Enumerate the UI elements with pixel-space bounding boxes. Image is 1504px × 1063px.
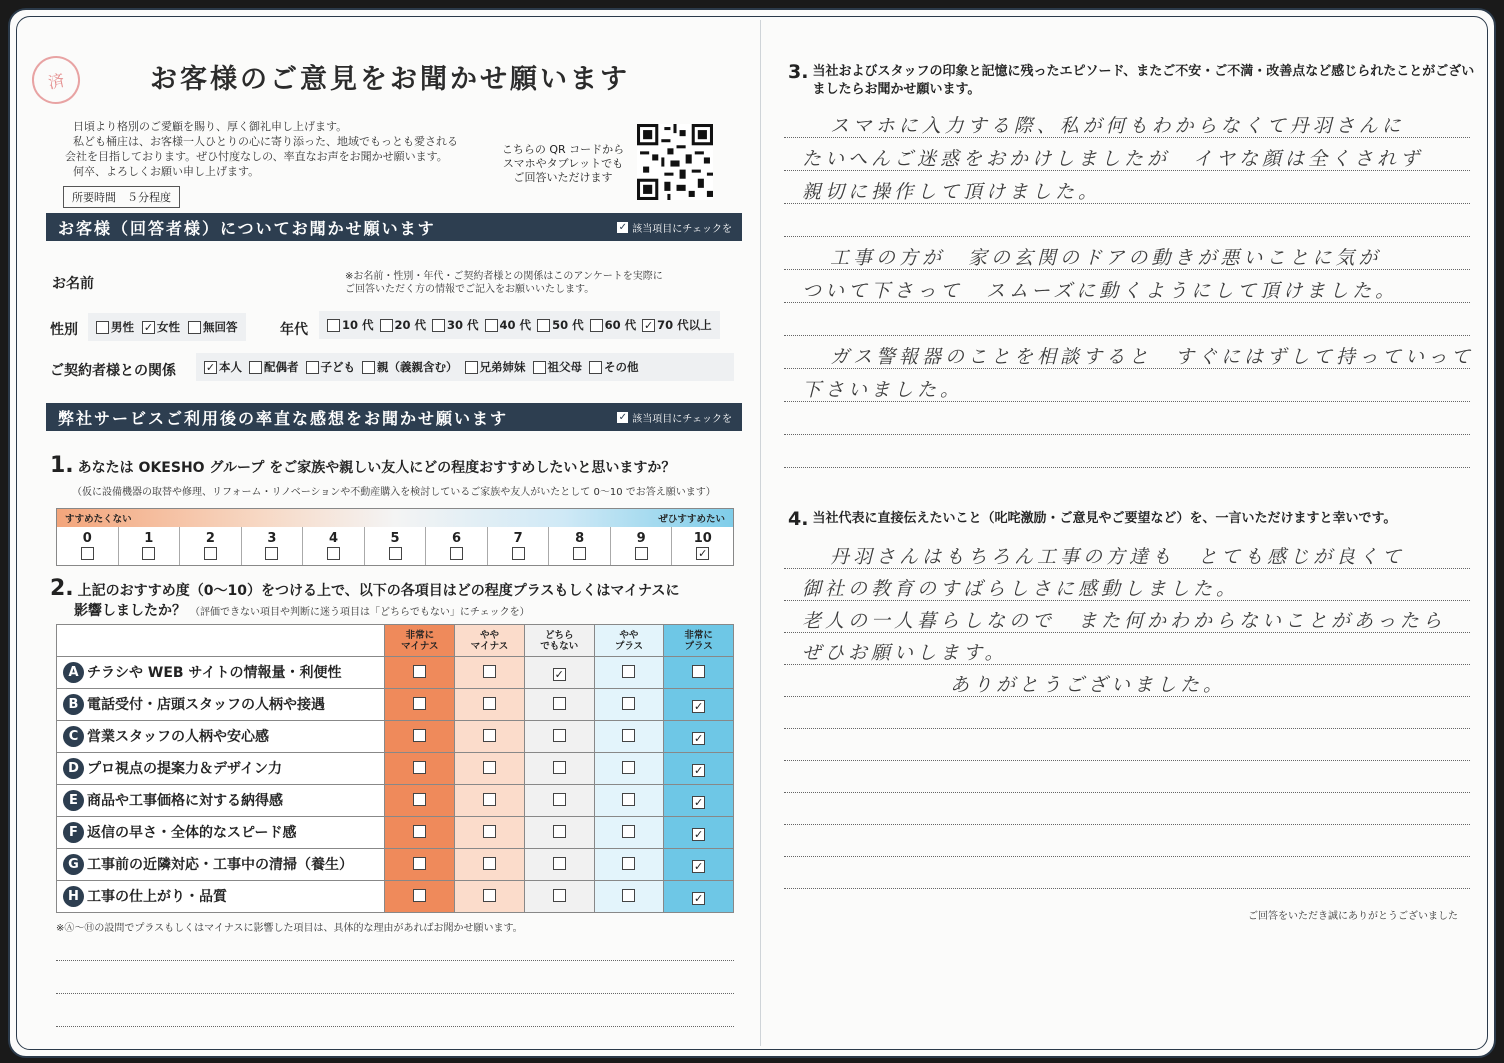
matrix-cell[interactable] [385, 817, 455, 849]
checkbox[interactable]: ✓ [694, 860, 704, 873]
column-label: やや プラス [614, 629, 644, 652]
intro-line: 日頃より格別のご愛顧を賜り、厚く御礼申し上げます。 [73, 120, 348, 133]
scale-option[interactable] [179, 527, 241, 565]
matrix-cell[interactable] [385, 753, 455, 785]
qr-code-icon[interactable] [637, 124, 713, 200]
matrix-cell[interactable] [385, 721, 455, 753]
option-label: 30 代 [447, 318, 479, 332]
checkbox[interactable] [483, 697, 496, 710]
checkbox[interactable] [553, 889, 566, 902]
name-note: ※お名前・性別・年代・ご契約者様との関係はこのアンケートを実際に ご回答いただく方の情報でご記入をお願いいたします。 [345, 271, 663, 295]
scale-option[interactable] [302, 527, 364, 565]
scale-number: 9 [636, 531, 646, 546]
scale-option[interactable] [241, 527, 303, 565]
item-letter-badge: G [63, 854, 84, 875]
q2-note: （評価できない項目や判断に迷う項目は「どちらでもない」にチェックを） [190, 607, 530, 618]
checkbox[interactable]: ✓ [643, 318, 654, 332]
matrix-cell[interactable] [455, 753, 525, 785]
writing-line [56, 1026, 734, 1027]
checkbox[interactable] [432, 319, 445, 332]
handwritten-answer: 丹羽さんはもちろん工事の方達も とても感じが良くて [830, 546, 1406, 568]
checkbox[interactable] [204, 547, 217, 560]
matrix-row [57, 721, 734, 753]
relation-options [196, 353, 734, 381]
scale-option[interactable] [364, 527, 426, 565]
matrix-cell[interactable] [385, 657, 455, 689]
matrix-cell[interactable] [455, 785, 525, 817]
scale-cells [57, 527, 733, 565]
checkbox[interactable] [413, 857, 426, 870]
checkbox[interactable] [413, 697, 426, 710]
matrix-row [57, 817, 734, 849]
checkbox[interactable] [413, 793, 426, 806]
matrix-item [57, 657, 385, 689]
checkbox[interactable] [465, 361, 478, 374]
matrix-row [57, 881, 734, 913]
col-slightly-negative [455, 625, 525, 657]
matrix-cell[interactable] [524, 657, 594, 689]
item-label: 営業スタッフの人柄や安心感 [87, 728, 269, 745]
checkbox[interactable] [589, 361, 602, 374]
checkbox[interactable] [483, 729, 496, 742]
checkbox[interactable] [483, 793, 496, 806]
matrix-cell[interactable] [385, 849, 455, 881]
checkbox[interactable] [81, 547, 94, 560]
checkbox[interactable]: ✓ [694, 700, 704, 713]
q1-text: あなたは OKESHO グループ をご家族や親しい友人にどの程度おすすめしたいと思いますか？ [77, 460, 676, 476]
thank-you-note: ご回答をいただき誠にありがとうございました [1248, 911, 1458, 922]
impact-matrix [56, 624, 734, 913]
matrix-item [57, 721, 385, 753]
checkbox[interactable] [450, 547, 463, 560]
checkbox[interactable] [553, 793, 566, 806]
matrix-cell[interactable] [594, 817, 664, 849]
q1-heading [50, 453, 675, 478]
checkbox[interactable] [553, 697, 566, 710]
service-section-title: 弊社サービスご利用後の率直な感想をお聞かせ願います [58, 408, 509, 428]
age-options [319, 311, 720, 339]
matrix-cell[interactable] [455, 657, 525, 689]
checkbox[interactable] [413, 729, 426, 742]
scale-high-label: ぜひすすめたい [658, 514, 725, 525]
matrix-cell[interactable] [455, 721, 525, 753]
checkbox[interactable] [590, 319, 603, 332]
checkbox[interactable] [622, 825, 635, 838]
handwritten-answer: 親切に操作して頂けました。 [802, 181, 1102, 203]
item-label: 工事前の近隣対応・工事中の清掃（養生） [87, 856, 353, 873]
checkbox[interactable] [622, 889, 635, 902]
checkbox[interactable] [142, 547, 155, 560]
checkbox[interactable] [622, 697, 635, 710]
scale-number: 5 [390, 531, 400, 546]
survey-sheet [8, 8, 1496, 1058]
item-label: 商品や工事価格に対する納得感 [87, 792, 283, 809]
writing-line [56, 993, 734, 994]
relation-option[interactable] [306, 359, 356, 375]
checkbox[interactable]: ✓ [694, 796, 704, 809]
item-letter-badge: E [63, 790, 84, 811]
checkbox[interactable] [622, 761, 635, 774]
matrix-cell[interactable] [664, 785, 734, 817]
handwritten-answer: 御社の教育のすばらしさに感動しました。 [802, 578, 1240, 600]
handwritten-answer: スマホに入力する際、私が何もわからなくて丹羽さんに [830, 115, 1405, 137]
checkbox[interactable]: ✓ [143, 320, 154, 334]
gender-option[interactable] [96, 319, 134, 335]
intro-line: 会社を目指しております。ぜひ忖度なしの、率直なお声をお聞かせ願います。 [65, 150, 448, 163]
page-divider [760, 20, 761, 1046]
checkbox[interactable]: ✓ [694, 892, 704, 905]
scale-number: 1 [144, 531, 154, 546]
qr-caption: こちらの QR コードから スマホやタブレットでも ご回答いただけます [501, 143, 625, 184]
writing-line [784, 792, 1470, 793]
scale-number: 10 [693, 531, 712, 546]
matrix-cell[interactable] [524, 753, 594, 785]
matrix-cell[interactable] [524, 817, 594, 849]
option-label: 祖父母 [547, 360, 582, 374]
q2-text-2: 影響しましたか？ [74, 603, 186, 619]
scale-option[interactable] [671, 527, 733, 565]
item-label: チラシや WEB サイトの情報量・利便性 [87, 664, 342, 681]
intro-line: 私ども桶庄は、お客様一人ひとりの心に寄り添った、地域でもっとも愛される [73, 135, 458, 148]
checkbox[interactable] [413, 889, 426, 902]
option-label: 無回答 [203, 320, 238, 334]
matrix-cell[interactable] [594, 753, 664, 785]
handwritten-answer: たいへんご迷惑をおかけしましたが イヤな顔は全くされず [802, 148, 1424, 170]
matrix-cell[interactable] [455, 817, 525, 849]
option-label: 40 代 [499, 318, 532, 332]
checkbox[interactable] [483, 665, 496, 678]
writing-line [784, 888, 1470, 889]
item-label: 工事の仕上がり・品質 [87, 888, 227, 905]
item-label: プロ視点の提案力＆デザイン力 [87, 760, 283, 777]
checkbox[interactable] [413, 825, 426, 838]
matrix-cell[interactable] [455, 849, 525, 881]
option-label: 兄弟姉妹 [479, 360, 526, 374]
matrix-cell[interactable] [594, 657, 664, 689]
age-option[interactable] [485, 317, 532, 333]
q2-footnote: ※Ⓐ～Ⓗの設問でプラスもしくはマイナスに影響した項目は、具体的な理由があればお聞かせ願います。 [56, 923, 523, 934]
col-very-negative [385, 625, 455, 657]
checkbox[interactable] [327, 547, 340, 560]
column-label: やや マイナス [470, 629, 509, 652]
age-option[interactable] [537, 317, 584, 333]
customer-section-band [46, 213, 742, 241]
checkbox[interactable] [692, 665, 705, 678]
scale-option[interactable] [610, 527, 672, 565]
matrix-cell[interactable] [385, 785, 455, 817]
matrix-cell[interactable] [524, 721, 594, 753]
writing-line [784, 728, 1470, 729]
scale-number: 4 [328, 531, 338, 546]
scale-number: 7 [513, 531, 523, 546]
scale-low-label: すすめたくない [65, 514, 132, 525]
band-check-label: 該当項目にチェックを [632, 223, 732, 235]
matrix-header-row [57, 625, 734, 657]
matrix-cell[interactable] [664, 881, 734, 913]
option-label: 50 代 [552, 318, 584, 332]
checkbox[interactable]: ✓ [698, 547, 708, 560]
checkbox[interactable] [483, 825, 496, 838]
age-label: 年代 [280, 322, 308, 338]
checkbox[interactable] [622, 665, 635, 678]
handwritten-answer: ガス警報器のことを相談すると すぐにはずして持っていって [830, 346, 1475, 368]
checkbox[interactable] [483, 761, 496, 774]
customer-section-title: お客様（回答者様）についてお聞かせ願います [58, 218, 436, 238]
q4-text: 当社代表に直接伝えたいこと（叱咤激励・ご意見やご要望など）を、一言いただけますと幸いです。 [812, 511, 1397, 526]
writing-line [784, 335, 1470, 336]
matrix-cell[interactable] [594, 785, 664, 817]
writing-line [784, 467, 1470, 468]
q1-number: 1. [50, 453, 74, 478]
intro-line: 何卒、よろしくお願い申し上げます。 [73, 165, 260, 178]
item-label: 返信の早さ・全体的なスピード感 [87, 824, 297, 841]
relation-option[interactable] [249, 359, 299, 375]
handwritten-answer: ついて下さって スムーズに動くようにして頂けました。 [802, 280, 1399, 302]
checkbox[interactable]: ✓ [554, 668, 564, 681]
q1-note: （仮に設備機器の取替や修理、リフォーム・リノベーションや不動産購入を検討しているご家族や友人がいたとして 0～10 でお答え願います） [72, 487, 716, 498]
checkbox-icon: ✓ [618, 411, 627, 423]
matrix-corner [57, 625, 385, 657]
scale-gradient [57, 509, 733, 527]
option-label: その他 [604, 360, 639, 374]
option-label: 10 代 [342, 318, 374, 332]
option-label: 女性 [157, 320, 180, 334]
q2-number: 2. [50, 576, 74, 601]
scale-number: 6 [452, 531, 462, 546]
checkbox[interactable] [533, 361, 546, 374]
handwritten-answer: ぜひお願いします。 [802, 642, 1008, 664]
matrix-cell[interactable] [455, 881, 525, 913]
age-option[interactable] [432, 317, 479, 333]
matrix-row [57, 785, 734, 817]
gender-option[interactable] [188, 319, 238, 335]
time-required-badge: 所要時間 ５分程度 [63, 186, 180, 208]
checkbox[interactable] [553, 761, 566, 774]
checkbox[interactable] [380, 319, 393, 332]
checkbox[interactable]: ✓ [694, 732, 704, 745]
writing-line [784, 824, 1470, 825]
gender-options [88, 313, 246, 341]
scale-option[interactable] [425, 527, 487, 565]
relation-option[interactable] [204, 359, 242, 375]
matrix-cell[interactable] [385, 881, 455, 913]
checkbox[interactable] [553, 825, 566, 838]
gender-option[interactable] [142, 319, 180, 335]
checkbox[interactable] [483, 857, 496, 870]
recommend-scale [56, 508, 734, 566]
scale-number: 8 [575, 531, 585, 546]
page-title: お客様のご意見をお聞かせ願います [150, 64, 630, 95]
matrix-cell[interactable] [594, 881, 664, 913]
checkbox[interactable] [265, 547, 278, 560]
q2-heading-line2 [74, 600, 530, 620]
item-letter-badge: A [63, 662, 84, 683]
q3-text: 当社およびスタッフの印象と記憶に残ったエピソード、またご不安・ご不満・改善点など感じられたことがございましたらお聞かせ願います。 [812, 64, 1475, 97]
matrix-cell[interactable] [664, 657, 734, 689]
scale-option[interactable] [57, 527, 118, 565]
age-option[interactable] [590, 317, 637, 333]
column-label: 非常に プラス [684, 629, 713, 652]
option-label: 子ども [320, 360, 355, 374]
matrix-item [57, 849, 385, 881]
matrix-item [57, 689, 385, 721]
checkbox[interactable] [537, 319, 550, 332]
item-label: 電話受付・店頭スタッフの人柄や接遇 [87, 696, 325, 713]
writing-line [784, 760, 1470, 761]
handwritten-answer: 工事の方が 家の玄関のドアの動きが悪いことに気が [830, 247, 1382, 269]
item-letter-badge: B [63, 694, 84, 715]
name-label: お名前 [52, 276, 94, 292]
checkbox[interactable]: ✓ [694, 764, 704, 777]
matrix-cell[interactable] [664, 721, 734, 753]
matrix-cell[interactable] [524, 849, 594, 881]
item-letter-badge: H [63, 886, 84, 907]
writing-line [784, 236, 1470, 237]
matrix-cell[interactable] [664, 753, 734, 785]
q4-number: 4. [788, 508, 809, 530]
checkbox[interactable] [512, 547, 525, 560]
checkbox[interactable] [635, 547, 648, 560]
checkbox[interactable] [622, 729, 635, 742]
checkbox[interactable] [553, 857, 566, 870]
matrix-cell[interactable] [524, 785, 594, 817]
matrix-cell[interactable] [594, 721, 664, 753]
col-slightly-positive [594, 625, 664, 657]
matrix-item [57, 753, 385, 785]
checkbox[interactable] [249, 361, 262, 374]
handwritten-answer: ありがとうございました。 [950, 674, 1227, 696]
col-very-positive [664, 625, 734, 657]
q3-heading [788, 63, 1478, 99]
handwritten-answer: 老人の一人暮らしなので また何かわからないことがあったら [802, 610, 1446, 632]
checkbox[interactable] [306, 361, 319, 374]
item-letter-badge: F [63, 822, 84, 843]
checkbox[interactable] [188, 321, 201, 334]
age-option[interactable] [642, 317, 712, 333]
matrix-item [57, 785, 385, 817]
q4-heading [788, 510, 1478, 528]
writing-line [784, 856, 1470, 857]
option-label: 20 代 [394, 318, 427, 332]
gender-label: 性別 [50, 322, 78, 338]
scale-option[interactable] [487, 527, 549, 565]
checkbox[interactable] [622, 793, 635, 806]
handwritten-answer: 下さいました。 [802, 379, 964, 401]
q2-text: 上記のおすすめ度（0～10）をつける上で、以下の各項目はどの程度プラスもしくはマイナスに [77, 583, 680, 599]
relation-option[interactable] [589, 359, 639, 375]
scale-number: 3 [267, 531, 277, 546]
matrix-cell[interactable] [455, 689, 525, 721]
writing-line [56, 960, 734, 961]
scale-number: 0 [82, 531, 92, 546]
checkbox[interactable] [573, 547, 586, 560]
matrix-cell[interactable] [664, 689, 734, 721]
matrix-body [57, 657, 734, 913]
matrix-cell[interactable] [664, 817, 734, 849]
column-label: 非常に マイナス [401, 629, 439, 652]
checkbox[interactable] [362, 361, 375, 374]
checkbox[interactable] [327, 319, 340, 332]
option-label: 本人 [219, 360, 242, 374]
option-label: 男性 [111, 320, 134, 334]
writing-line [784, 434, 1470, 435]
checkbox[interactable] [553, 729, 566, 742]
band-check-hint [617, 410, 732, 425]
checkbox[interactable] [389, 547, 402, 560]
processed-stamp: 済 [28, 52, 85, 109]
matrix-cell[interactable] [664, 849, 734, 881]
matrix-row [57, 753, 734, 785]
option-label: 親（義親含む） [377, 360, 458, 374]
scale-number: 2 [205, 531, 215, 546]
q2-heading [50, 576, 680, 601]
relation-option[interactable] [362, 359, 458, 375]
matrix-row [57, 657, 734, 689]
item-letter-badge: C [63, 726, 84, 747]
matrix-item [57, 817, 385, 849]
matrix-cell[interactable] [594, 689, 664, 721]
checkbox[interactable] [413, 665, 426, 678]
age-option[interactable] [327, 317, 374, 333]
age-option[interactable] [380, 317, 427, 333]
matrix-cell[interactable] [385, 689, 455, 721]
intro-text [65, 119, 495, 179]
relation-option[interactable] [533, 359, 583, 375]
scale-option[interactable] [548, 527, 610, 565]
q3-number: 3. [788, 61, 809, 83]
col-neutral [524, 625, 594, 657]
service-section-band [46, 403, 742, 431]
checkbox[interactable] [96, 321, 109, 334]
checkbox[interactable] [622, 857, 635, 870]
band-check-label: 該当項目にチェックを [632, 413, 732, 425]
checkbox[interactable]: ✓ [205, 360, 216, 374]
item-letter-badge: D [63, 758, 84, 779]
matrix-cell[interactable] [524, 689, 594, 721]
option-label: 70 代以上 [657, 318, 712, 332]
checkbox-icon: ✓ [618, 221, 627, 233]
relation-option[interactable] [465, 359, 526, 375]
column-label: どちら でもない [540, 629, 579, 652]
scale-option[interactable] [118, 527, 180, 565]
matrix-item [57, 881, 385, 913]
option-label: 60 代 [604, 318, 637, 332]
relation-label: ご契約者様との関係 [50, 363, 176, 379]
option-label: 配偶者 [264, 360, 299, 374]
checkbox[interactable]: ✓ [694, 828, 704, 841]
band-check-hint [617, 220, 732, 235]
checkbox[interactable] [483, 889, 496, 902]
matrix-cell[interactable] [594, 849, 664, 881]
checkbox[interactable] [485, 319, 498, 332]
matrix-row [57, 689, 734, 721]
matrix-cell[interactable] [524, 881, 594, 913]
matrix-row [57, 849, 734, 881]
checkbox[interactable] [413, 761, 426, 774]
